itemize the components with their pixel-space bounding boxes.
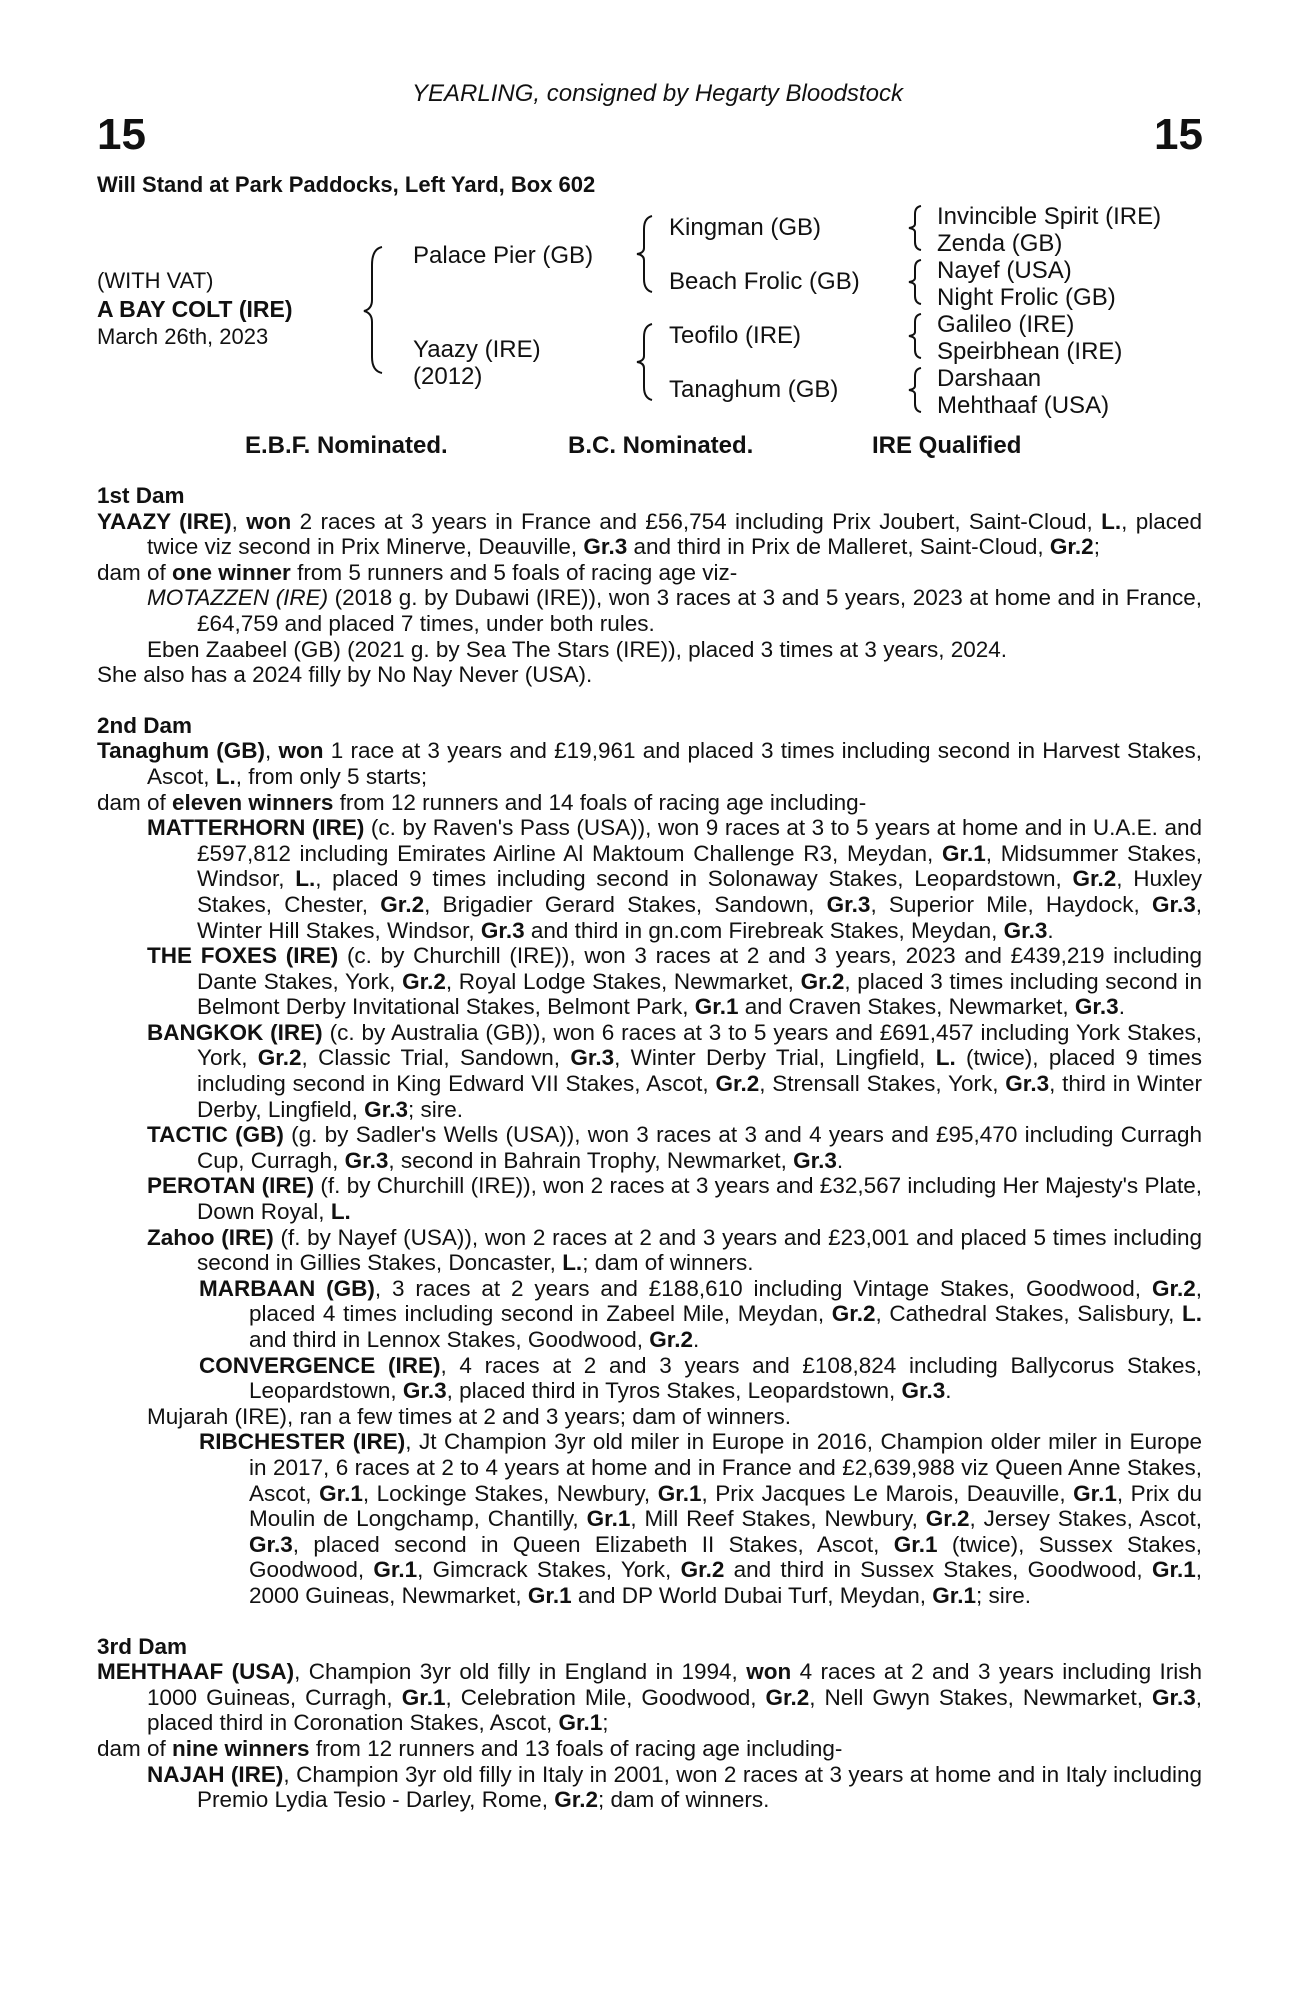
grandproduce-ribchester: RIBCHESTER (IRE), Jt Champion 3yr old miler in Europe in 2016, Champion older miler in Europe in 2017, 6 races at 2 to 4 years at home and in France and £2,639,988 viz Queen Anne Stakes, Ascot, Gr.1, Lockinge Stakes, Newbury, Gr.1, Prix Jacques Le Marois, Deauville, Gr.1, Prix du Moulin de Longchamp, Chantilly, Gr.1, Mill Reef Stakes, Newbury, Gr.2, Jersey Stakes, Ascot, Gr.3, placed second in Queen Elizabeth II Stakes, Ascot, Gr.1 (twice), Sussex Stakes, Goodwood, Gr.1, Gimcrack Stakes, York, Gr.2 and third in Sussex Stakes, Goodwood, Gr.1, 2000 Guineas, Newmarket, Gr.1 and DP World Dubai Turf, Meydan, Gr.1; sire. xyxy=(199,1429,1203,1608)
pedigree-brace-sire xyxy=(632,214,662,294)
dam-sire-sire: Galileo (IRE) xyxy=(937,311,1075,338)
produce-zahoo: Zahoo (IRE) (f. by Nayef (USA)), won 2 races at 2 and 3 years and £23,001 and placed 5 times including second in Gillies Stakes, Doncaster, L.; dam of winners. xyxy=(147,1224,1203,1276)
sire-dam: Beach Frolic (GB) xyxy=(669,268,860,295)
dam-dam-sire: Darshaan xyxy=(937,365,1042,392)
dam-records xyxy=(97,483,1202,1813)
sire-sire-dam: Zenda (GB) xyxy=(937,230,1063,257)
page-title: YEARLING, consigned by Hegarty Bloodstock xyxy=(412,80,903,107)
second-dam-produce-summary: dam of eleven winners from 12 runners and 14 foals of racing age including- xyxy=(97,789,867,815)
lot-number-left: 15 xyxy=(97,110,146,159)
sire-name: Palace Pier (GB) xyxy=(413,242,594,269)
sire-dam-dam: Night Frolic (GB) xyxy=(937,284,1116,311)
pedigree-brace-grandparents xyxy=(905,202,929,424)
produce-perotan: PEROTAN (IRE) (f. by Churchill (IRE)), won 2 races at 3 years and £32,567 including Her Majesty's Plate, Down Royal, L. xyxy=(147,1173,1202,1225)
produce-matterhorn: MATTERHORN (IRE) (c. by Raven's Pass (USA)), won 9 races at 3 to 5 years at home and in U.A.E. and £597,812 including Emirates Airline Al Maktoum Challenge R3, Meydan, Gr.1, Midsummer Stakes, Windsor, L., placed 9 times including second in Solonaway Stakes, Leopardstown, Gr.2, Huxley Stakes, Chester, Gr.2, Brigadier Gerard Stakes, Sandown, Gr.3, Superior Mile, Haydock, Gr.3, Winter Hill Stakes, Windsor, Gr.3 and third in gn.com Firebreak Stakes, Meydan, Gr.3. xyxy=(147,815,1203,943)
ebf-nomination: E.B.F. Nominated. xyxy=(245,432,448,459)
dam-dam: Tanaghum (GB) xyxy=(669,376,839,403)
stand-location: Will Stand at Park Paddocks, Left Yard, Box 602 xyxy=(97,172,596,197)
grandproduce-marbaan: MARBAAN (GB), 3 races at 2 years and £188,610 including Vintage Stakes, Goodwood, Gr.2, placed 4 times including second in Zabeel Mile, Meydan, Gr.2, Cathedral Stakes, Salisbury, L. and third in Lennox Stakes, Goodwood, Gr.2. xyxy=(199,1275,1202,1352)
first-dam-foal-eben-zaabeel: Eben Zaabeel (GB) (2021 g. by Sea The Stars (IRE)), placed 3 times at 3 years, 2024. xyxy=(147,636,1008,662)
produce-mujarah: Mujarah (IRE), ran a few times at 2 and 3 years; dam of winners. xyxy=(147,1403,792,1429)
produce-the-foxes: THE FOXES (IRE) (c. by Churchill (IRE)), won 3 races at 2 and 3 years, 2023 and £439,219 including Dante Stakes, York, Gr.2, Royal Lodge Stakes, Newmarket, Gr.2, placed 3 times including second in Belmont Derby Invitational Stakes, Belmont Park, Gr.1 and Craven Stakes, Newmarket, Gr.3. xyxy=(147,943,1202,1020)
third-dam-record: MEHTHAAF (USA), Champion 3yr old filly in England in 1994, won 4 races at 2 and 3 years including Irish 1000 Guineas, Curragh, Gr.1, Celebration Mile, Goodwood, Gr.2, Nell Gwyn Stakes, Newmarket, Gr.3, placed third in Coronation Stakes, Ascot, Gr.1; xyxy=(97,1659,1203,1736)
first-dam-record: YAAZY (IRE), won 2 races at 3 years in France and £56,754 including Prix Joubert, Saint-Cloud, L., placed twice viz second in Prix Minerve, Deauville, Gr.3 and third in Prix de Malleret, Saint-Cloud, Gr.2; xyxy=(97,508,1202,560)
dam-sire-dam: Speirbhean (IRE) xyxy=(937,338,1123,365)
third-dam-heading: 3rd Dam xyxy=(97,1633,188,1659)
second-dam-record: Tanaghum (GB), won 1 race at 3 years and £19,961 and placed 3 times including second in Harvest Stakes, Ascot, L., from only 5 starts; xyxy=(97,738,1202,789)
horse-dob: March 26th, 2023 xyxy=(97,324,269,349)
bc-nomination: B.C. Nominated. xyxy=(568,432,754,459)
sire-sire-sire: Invincible Spirit (IRE) xyxy=(937,203,1162,230)
dam-sire: Teofilo (IRE) xyxy=(669,322,802,349)
dam-name: Yaazy (IRE) xyxy=(413,336,541,363)
third-dam-produce-summary: dam of nine winners from 12 runners and 13 foals of racing age including- xyxy=(97,1735,843,1761)
first-dam-yearling-note: She also has a 2024 filly by No Nay Never (USA). xyxy=(97,662,593,688)
ire-qualification: IRE Qualified xyxy=(872,432,1022,459)
produce-najah: NAJAH (IRE), Champion 3yr old filly in Italy in 2001, won 2 races at 3 years at home and in Italy including Premio Lydia Tesio - Darley, Rome, Gr.2; dam of winners. xyxy=(147,1761,1202,1813)
dam-year: (2012) xyxy=(413,363,483,390)
produce-tactic: TACTIC (GB) (g. by Sadler's Wells (USA)), won 3 races at 3 and 4 years and £95,470 including Curragh Cup, Curragh, Gr.3, second in Bahrain Trophy, Newmarket, Gr.3. xyxy=(147,1122,1202,1173)
second-dam-heading: 2nd Dam xyxy=(97,712,193,738)
first-dam-heading: 1st Dam xyxy=(97,483,185,508)
pedigree-brace-dam xyxy=(632,322,662,402)
dam-dam-dam: Mehthaaf (USA) xyxy=(937,392,1110,419)
sire-dam-sire: Nayef (USA) xyxy=(937,257,1072,284)
produce-bangkok: BANGKOK (IRE) (c. by Australia (GB)), won 6 races at 3 to 5 years and £691,457 including York Stakes, York, Gr.2, Classic Trial, Sandown, Gr.3, Winter Derby Trial, Lingfield, L. (twice), placed 9 times including second in King Edward VII Stakes, Ascot, Gr.2, Strensall Stakes, York, Gr.3, third in Winter Derby, Lingfield, Gr.3; sire. xyxy=(147,1019,1203,1122)
vat-note: (WITH VAT) xyxy=(97,268,214,293)
grandproduce-convergence: CONVERGENCE (IRE), 4 races at 2 and 3 years and £108,824 including Ballycorus Stakes, Leopardstown, Gr.3, placed third in Tyros Stakes, Leopardstown, Gr.3. xyxy=(199,1352,1202,1404)
first-dam-foal-motazzen: MOTAZZEN (IRE) (2018 g. by Dubawi (IRE)), won 3 races at 3 and 5 years, 2023 at home and in France, £64,759 and placed 7 times, under both rules. xyxy=(147,585,1202,636)
pedigree-brace-main xyxy=(360,245,400,375)
lot-number-right: 15 xyxy=(1154,110,1203,159)
horse-name: A BAY COLT (IRE) xyxy=(97,296,293,322)
sire-sire: Kingman (GB) xyxy=(669,214,822,241)
first-dam-produce-summary: dam of one winner from 5 runners and 5 foals of racing age viz- xyxy=(97,559,738,585)
